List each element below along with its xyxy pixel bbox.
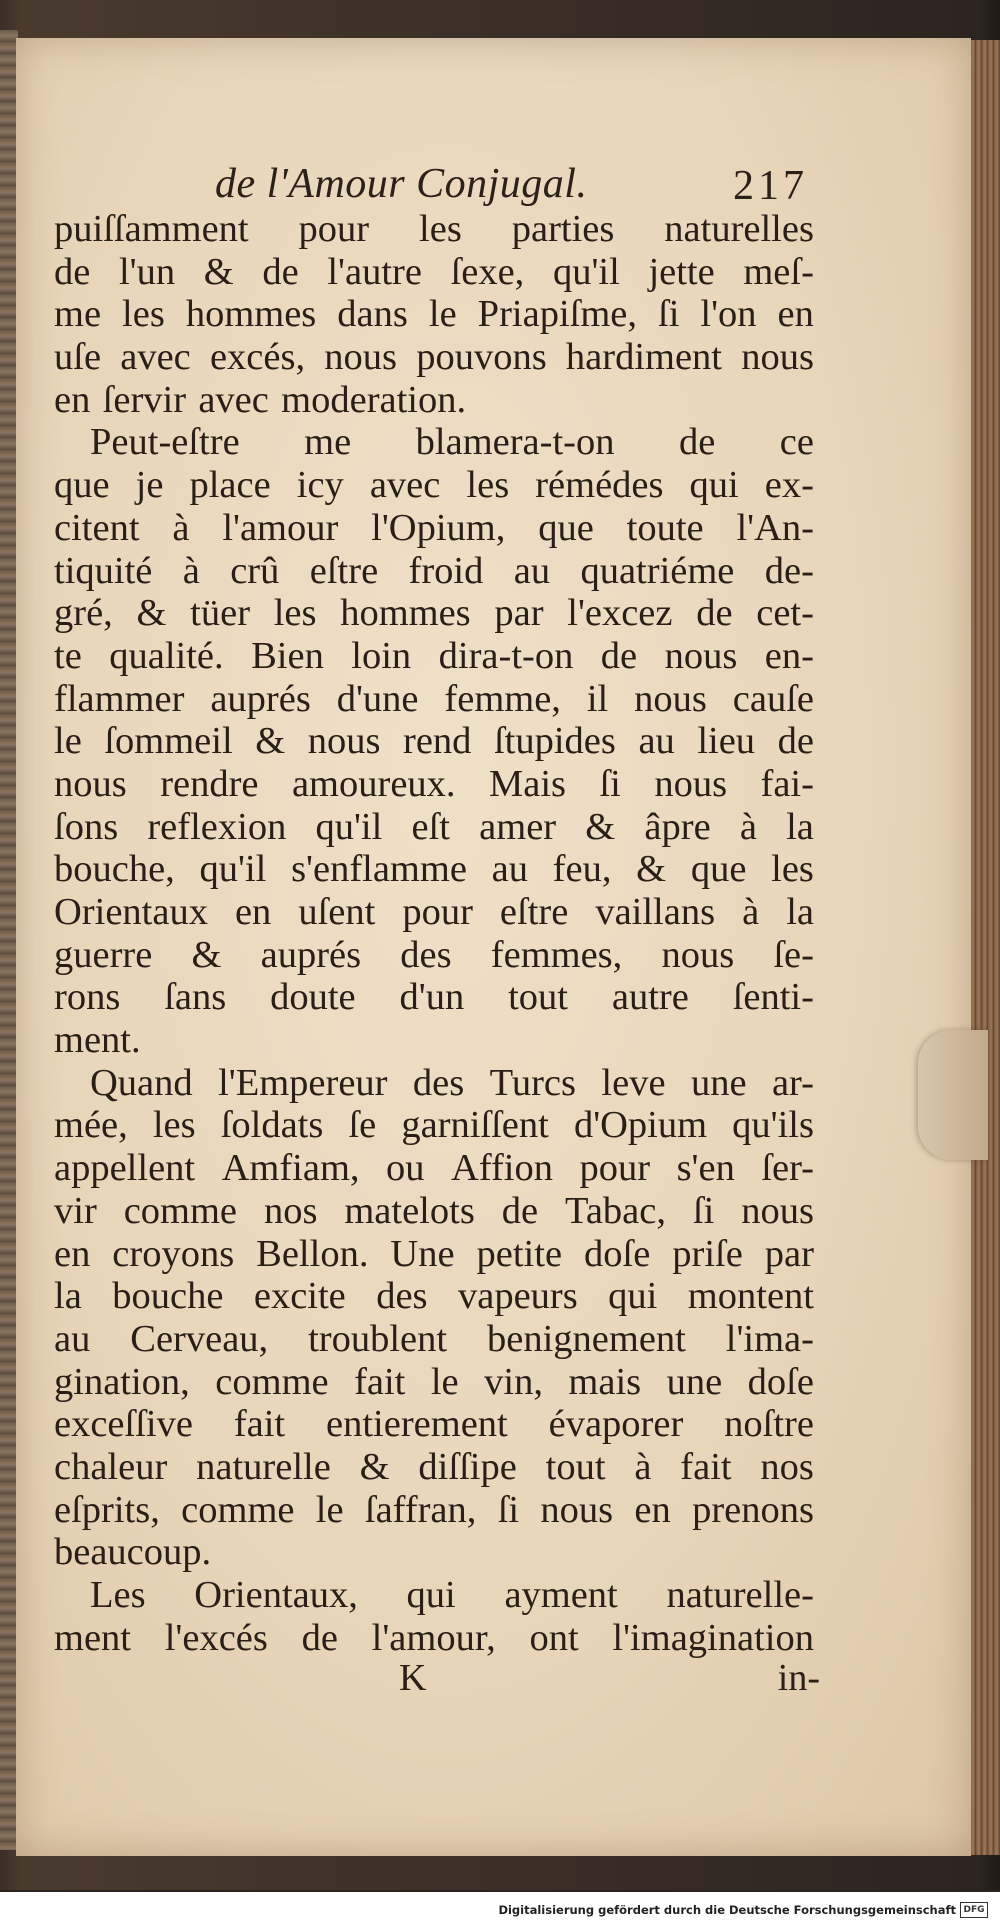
word: amer	[479, 805, 557, 848]
word: de	[777, 720, 814, 763]
word: puiſſamment	[54, 208, 249, 250]
word: évaporer	[548, 1403, 684, 1446]
word: ont	[529, 1616, 579, 1659]
word: l'imagination	[612, 1616, 814, 1659]
word: Peut-eſtre	[90, 421, 240, 464]
word: ment.	[54, 1019, 141, 1062]
word: Orientaux	[54, 891, 208, 933]
word: qu'il	[315, 805, 383, 848]
word: s'enflamme	[291, 848, 467, 891]
dfg-logo: DFG	[960, 1902, 988, 1918]
word: me	[54, 293, 102, 336]
word: il	[586, 677, 609, 720]
body-text	[54, 208, 814, 1659]
word: lieu	[697, 720, 756, 763]
word: vir	[54, 1189, 97, 1232]
word: citent	[54, 506, 140, 549]
word: diſſipe	[418, 1445, 517, 1488]
text-line	[54, 1019, 814, 1062]
word: nous	[654, 762, 728, 805]
word: mais	[568, 1360, 642, 1403]
word: l'excez	[567, 592, 673, 635]
word: tout	[508, 976, 568, 1019]
word: &	[359, 1445, 390, 1488]
word: en	[54, 1232, 91, 1275]
word: exceſſive	[54, 1403, 193, 1446]
scan-credit-text: Digitalisierung gefördert durch die Deutsche Forschungsgemeinschaft	[498, 1903, 956, 1917]
word: &	[636, 848, 667, 891]
word: avec	[369, 464, 441, 507]
word: des	[400, 933, 452, 976]
word: à	[172, 506, 190, 549]
word: l'excés	[164, 1616, 268, 1659]
word: le	[428, 293, 457, 336]
word: uſent	[298, 891, 376, 933]
word: ſtupides	[493, 720, 616, 763]
word: les	[466, 464, 510, 507]
word: une	[666, 1360, 723, 1403]
word: de	[600, 634, 638, 677]
word: doute	[270, 976, 356, 1019]
word: ſommeil	[104, 720, 233, 763]
word: naturelle	[196, 1445, 331, 1488]
word: Turcs	[489, 1061, 576, 1104]
word: Une	[390, 1232, 455, 1275]
word: ſans	[164, 976, 227, 1019]
text-line	[54, 1489, 814, 1532]
text-line	[54, 720, 814, 763]
word: nous	[324, 336, 398, 379]
word: âpre	[644, 805, 711, 848]
word: une	[690, 1061, 747, 1104]
word: tiquité	[54, 549, 153, 592]
word: qui	[689, 464, 739, 507]
word: auprés	[260, 933, 362, 976]
word: priſe	[672, 1232, 743, 1275]
word: leve	[601, 1061, 666, 1104]
word: ſaffran,	[364, 1488, 477, 1531]
word: fai-	[760, 762, 814, 805]
word: la	[786, 891, 814, 933]
word: fait	[233, 1403, 286, 1446]
word: vaillans	[595, 891, 716, 933]
word: loin	[351, 634, 412, 677]
word: avec	[120, 336, 191, 379]
word: petite	[476, 1232, 563, 1275]
word: ſons	[54, 805, 119, 848]
word: en-	[764, 634, 814, 677]
word: nos	[760, 1445, 814, 1488]
word: &	[203, 250, 234, 293]
word: l'amour,	[371, 1616, 496, 1659]
word: froid	[408, 549, 484, 592]
word: Les	[90, 1574, 146, 1616]
word: à	[634, 1445, 652, 1488]
word: en	[777, 293, 814, 336]
word: benignement	[487, 1317, 686, 1360]
word: rend	[403, 720, 472, 763]
word: cauſe	[732, 677, 814, 720]
word: qui	[406, 1574, 456, 1616]
word: de	[678, 421, 716, 464]
word: excite	[253, 1275, 346, 1318]
word: vapeurs	[457, 1275, 578, 1318]
word: comme	[123, 1189, 238, 1232]
word: ou	[386, 1147, 425, 1190]
page-tab	[918, 1030, 988, 1160]
word: que	[54, 464, 110, 507]
word: tüer	[190, 592, 251, 635]
word: au	[638, 720, 675, 763]
text-line	[54, 1531, 814, 1574]
word: ſe-	[773, 933, 814, 976]
word: ment	[54, 1616, 131, 1659]
text-line	[54, 848, 814, 891]
word: prenons	[692, 1488, 814, 1531]
word: matelots	[344, 1189, 475, 1232]
word: doſe	[747, 1360, 814, 1403]
word: gination,	[54, 1360, 190, 1403]
word: troublent	[308, 1317, 448, 1360]
text-line	[54, 1233, 814, 1276]
word: nous	[661, 933, 735, 976]
text-line	[54, 293, 814, 336]
word: garniſſent	[401, 1104, 549, 1147]
word: nous	[54, 762, 127, 805]
word: en	[54, 378, 91, 421]
text-line	[54, 934, 814, 977]
word: de	[262, 250, 299, 293]
word: ex-	[764, 464, 814, 507]
text-line	[54, 1062, 814, 1105]
word: &	[255, 720, 286, 763]
word: nous	[634, 677, 707, 720]
word: autre	[611, 976, 689, 1019]
word: hommes	[185, 293, 317, 336]
word: meſ-	[743, 250, 814, 293]
text-line	[54, 507, 814, 550]
text-line	[54, 1275, 814, 1318]
word: bouche	[112, 1275, 224, 1318]
text-line	[54, 336, 814, 379]
word: ſervir	[102, 378, 187, 421]
word: reflexion	[147, 805, 287, 848]
text-line	[54, 806, 814, 849]
word: fait	[354, 1360, 406, 1403]
word: Orientaux,	[194, 1574, 358, 1616]
word: par	[764, 1232, 814, 1275]
word: hommes	[340, 592, 471, 635]
word: de	[301, 1616, 338, 1659]
text-line	[54, 464, 814, 507]
word: ſexe,	[450, 250, 525, 293]
word: Amfiam,	[221, 1147, 360, 1190]
text-line	[54, 1318, 814, 1361]
word: me	[304, 421, 352, 464]
word: ſi	[497, 1488, 520, 1531]
word: ſoldats	[220, 1104, 324, 1147]
word: &	[191, 933, 222, 976]
word: des	[376, 1275, 428, 1318]
word: dira-t-on	[438, 634, 574, 677]
word: bouche,	[54, 848, 175, 891]
catchword: in-	[777, 1657, 820, 1699]
word: à	[739, 805, 757, 848]
word: nous	[307, 720, 381, 763]
word: pour	[298, 208, 370, 250]
word: place	[189, 464, 271, 507]
word: de	[54, 250, 91, 293]
word: cet-	[756, 592, 814, 635]
word: Bien	[251, 634, 324, 677]
word: s'en	[676, 1147, 735, 1190]
word: qui	[608, 1275, 658, 1318]
word: pouvons	[416, 336, 547, 379]
word: eſtre	[309, 549, 379, 592]
word: crû	[230, 549, 280, 592]
word: &	[585, 805, 616, 848]
word: ſi	[658, 293, 680, 336]
word: les	[273, 592, 317, 635]
word: rémédes	[535, 464, 664, 507]
word: ſe	[348, 1104, 377, 1147]
word: Affion	[451, 1147, 553, 1190]
text-line	[54, 1446, 814, 1489]
text-line	[54, 421, 814, 464]
word: Cerveau,	[130, 1317, 269, 1360]
word: toute	[626, 506, 704, 549]
word: amoureux.	[291, 762, 456, 805]
word: l'on	[700, 293, 757, 336]
text-line	[54, 550, 814, 593]
text-line	[54, 592, 814, 635]
word: des	[412, 1061, 465, 1104]
word: flammer	[54, 677, 185, 720]
word: &	[136, 592, 167, 635]
word: l'Empereur	[218, 1061, 388, 1104]
word: avec	[198, 378, 269, 421]
word: l'Opium,	[371, 506, 506, 549]
text-line	[54, 1190, 814, 1233]
word: guerre	[54, 933, 153, 976]
word: par	[494, 592, 544, 635]
word: doſe	[584, 1232, 651, 1275]
word: ce	[779, 421, 814, 464]
text-line	[54, 891, 814, 934]
word: nous	[741, 336, 814, 379]
word: chaleur	[54, 1445, 168, 1488]
word: eſt	[411, 805, 450, 848]
word: en	[634, 1488, 671, 1531]
word: les	[771, 848, 814, 891]
word: Bellon.	[256, 1232, 369, 1275]
word: au	[491, 848, 528, 891]
word: eſprits,	[54, 1488, 160, 1531]
word: qu'il	[199, 848, 267, 891]
word: feu,	[552, 848, 612, 891]
word: à	[742, 891, 760, 933]
word: en	[234, 891, 272, 933]
word: blamera-t-on	[415, 421, 615, 464]
word: qu'il	[552, 250, 620, 293]
word: d'Opium	[573, 1104, 708, 1147]
word: l'un	[118, 250, 176, 293]
word: mée,	[54, 1104, 128, 1147]
word: le	[430, 1360, 459, 1403]
word: le	[315, 1488, 344, 1531]
word: ſer-	[761, 1147, 814, 1190]
word: au	[513, 549, 551, 592]
word: qualité.	[109, 634, 224, 677]
word: te	[54, 634, 82, 677]
word: ſi	[599, 762, 621, 805]
word: eſtre	[499, 891, 569, 933]
word: vin,	[484, 1360, 543, 1403]
text-line	[54, 678, 814, 721]
word: moderation.	[281, 378, 467, 421]
text-line	[54, 1361, 814, 1404]
text-line	[54, 1574, 814, 1617]
word: jette	[648, 250, 715, 293]
word: au	[54, 1317, 91, 1360]
word: d'une	[336, 677, 419, 720]
text-line	[54, 1403, 814, 1446]
running-title: de l'Amour Conjugal.	[215, 161, 588, 207]
word: pour	[579, 1147, 651, 1190]
word: uſe	[54, 336, 102, 379]
word: femmes,	[490, 933, 623, 976]
word: ar-	[771, 1061, 814, 1104]
page-number: 217	[733, 163, 808, 209]
word: tout	[545, 1445, 606, 1488]
word: naturelle-	[666, 1574, 814, 1616]
text-line	[54, 251, 814, 294]
word: l'autre	[327, 250, 422, 293]
word: nos	[263, 1189, 318, 1232]
word: excés,	[209, 336, 306, 379]
word: comme	[215, 1360, 329, 1403]
scan-credit-bar	[0, 1892, 1000, 1928]
word: de-	[764, 549, 814, 592]
word: fait	[680, 1445, 732, 1488]
word: ſenti-	[732, 976, 814, 1019]
word: l'An-	[736, 506, 814, 549]
word: appellent	[54, 1147, 196, 1190]
text-line	[54, 1104, 814, 1147]
word: que	[690, 848, 747, 891]
word: beaucoup.	[54, 1531, 212, 1574]
word: nous	[741, 1189, 814, 1232]
word: croyons	[112, 1232, 235, 1275]
word: Mais	[489, 762, 566, 805]
word: de	[501, 1189, 539, 1232]
word: le	[54, 720, 82, 763]
page-foot	[54, 1656, 820, 1702]
word: femme,	[444, 677, 561, 720]
word: hardiment	[565, 336, 723, 379]
text-line	[54, 976, 814, 1019]
word: montent	[687, 1275, 814, 1318]
word: l'ima-	[725, 1317, 814, 1360]
word: entierement	[326, 1403, 508, 1446]
text-line	[54, 763, 814, 806]
text-line	[54, 208, 814, 251]
text-line	[54, 1617, 814, 1660]
text-line	[54, 379, 814, 422]
word: naturelles	[664, 208, 814, 250]
word: nous	[540, 1488, 614, 1531]
word: pour	[402, 891, 473, 933]
word: la	[54, 1275, 82, 1318]
word: d'un	[399, 976, 465, 1019]
word: les	[419, 208, 462, 250]
word: ayment	[504, 1574, 618, 1616]
word: quatriéme	[580, 549, 735, 592]
word: nous	[664, 634, 738, 677]
word: rons	[54, 976, 121, 1019]
word: l'amour	[222, 506, 339, 549]
word: icy	[296, 464, 344, 507]
word: gré,	[54, 592, 113, 635]
word: je	[135, 464, 164, 507]
word: parties	[511, 208, 615, 250]
word: les	[152, 1104, 196, 1147]
word: que	[538, 506, 594, 549]
word: Quand	[90, 1061, 193, 1104]
word: les	[122, 293, 165, 336]
signature-mark: K	[399, 1657, 427, 1699]
word: de	[696, 592, 733, 635]
word: à	[182, 549, 200, 592]
word: qu'ils	[732, 1104, 814, 1147]
word: noſtre	[724, 1403, 814, 1446]
word: auprés	[210, 677, 311, 720]
word: Tabac,	[565, 1189, 666, 1232]
word: dans	[337, 293, 408, 336]
word: ſi	[692, 1189, 715, 1232]
word: rendre	[160, 762, 259, 805]
text-line	[54, 1147, 814, 1190]
word: la	[786, 805, 814, 848]
word: comme	[181, 1488, 295, 1531]
text-line	[54, 635, 814, 678]
word: Priapiſme,	[477, 293, 637, 336]
